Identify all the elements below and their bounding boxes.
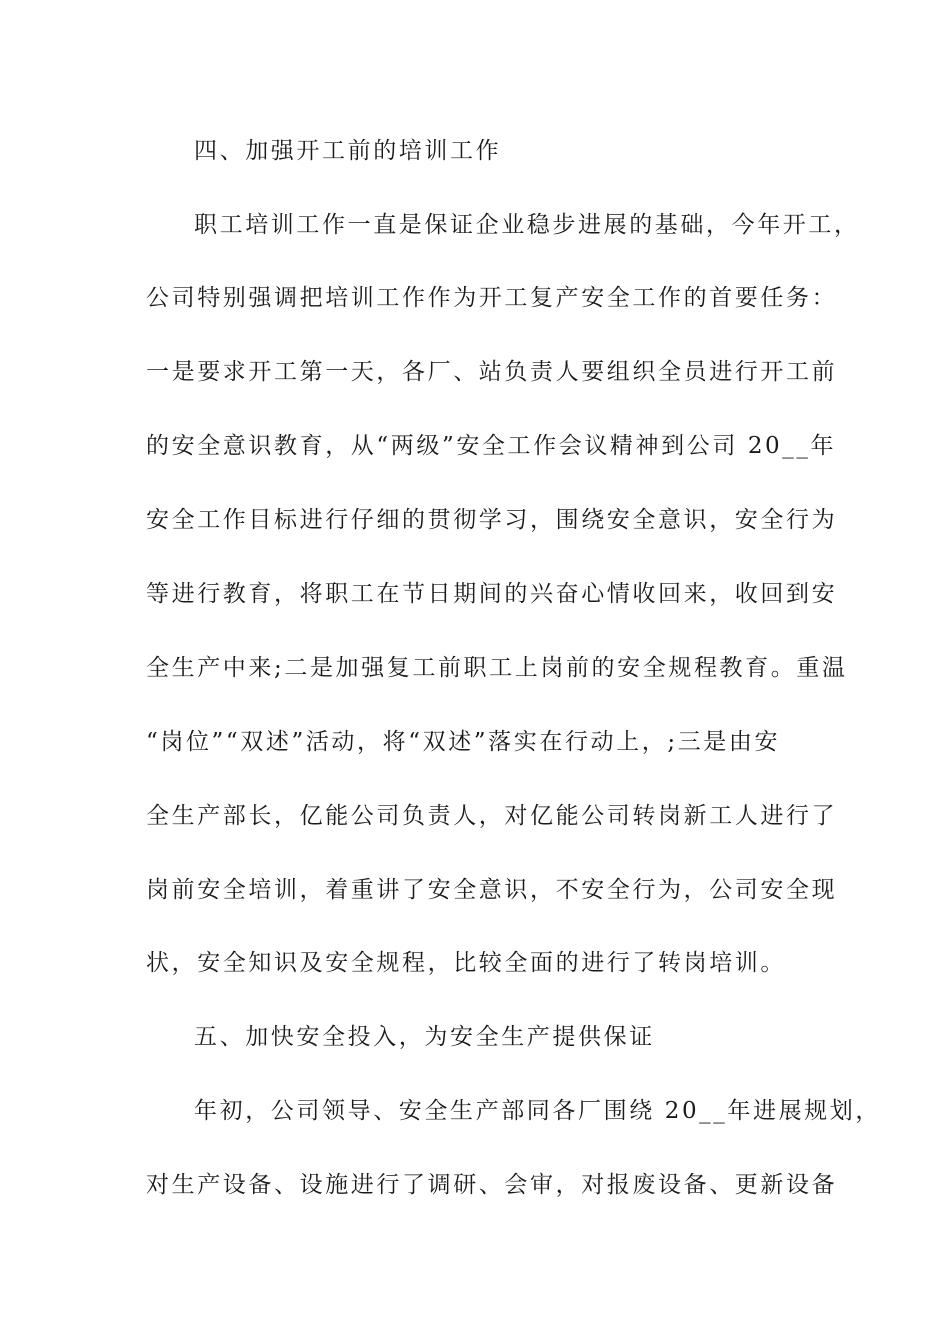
paragraph-line: 状，安全知识及安全规程，比较全面的进行了转岗培训。: [146, 950, 786, 976]
section-heading-five: 五、加快安全投入，为安全生产提供保证: [194, 1024, 655, 1050]
paragraph-line: 岗前安全培训，着重讲了安全意识，不安全行为，公司安全现: [146, 877, 838, 903]
paragraph-line: 职工培训工作一直是保证企业稳步进展的基础，今年开工，: [194, 212, 860, 238]
paragraph-line: 的安全意识教育，从“两级”安全工作会议精神到公司 20__年: [146, 433, 837, 459]
paragraph-line: 全生产部长，亿能公司负责人，对亿能公司转岗新工人进行了: [146, 803, 838, 829]
section-heading-four: 四、加强开工前的培训工作: [194, 138, 502, 164]
paragraph-line: 等进行教育，将职工在节日期间的兴奋心情收回来，收回到安: [146, 581, 838, 607]
paragraph-line: 年初，公司领导、安全生产部同各厂围绕 20__年进展规划，: [194, 1098, 881, 1124]
paragraph-line: 安全工作目标进行仔细的贯彻学习，围绕安全意识，安全行为: [146, 507, 838, 533]
paragraph-line: 一是要求开工第一天，各厂、站负责人要组织全员进行开工前: [146, 359, 838, 385]
paragraph-line: 公司特别强调把培训工作作为开工复产安全工作的首要任务：: [146, 285, 838, 311]
paragraph-line: 对生产设备、设施进行了调研、会审，对报废设备、更新设备: [146, 1172, 838, 1198]
paragraph-line: 全生产中来;二是加强复工前职工上岗前的安全规程教育。重温: [146, 655, 848, 681]
paragraph-line: “岗位”“双述”活动，将“双述”落实在行动上，;三是由安: [146, 729, 781, 755]
